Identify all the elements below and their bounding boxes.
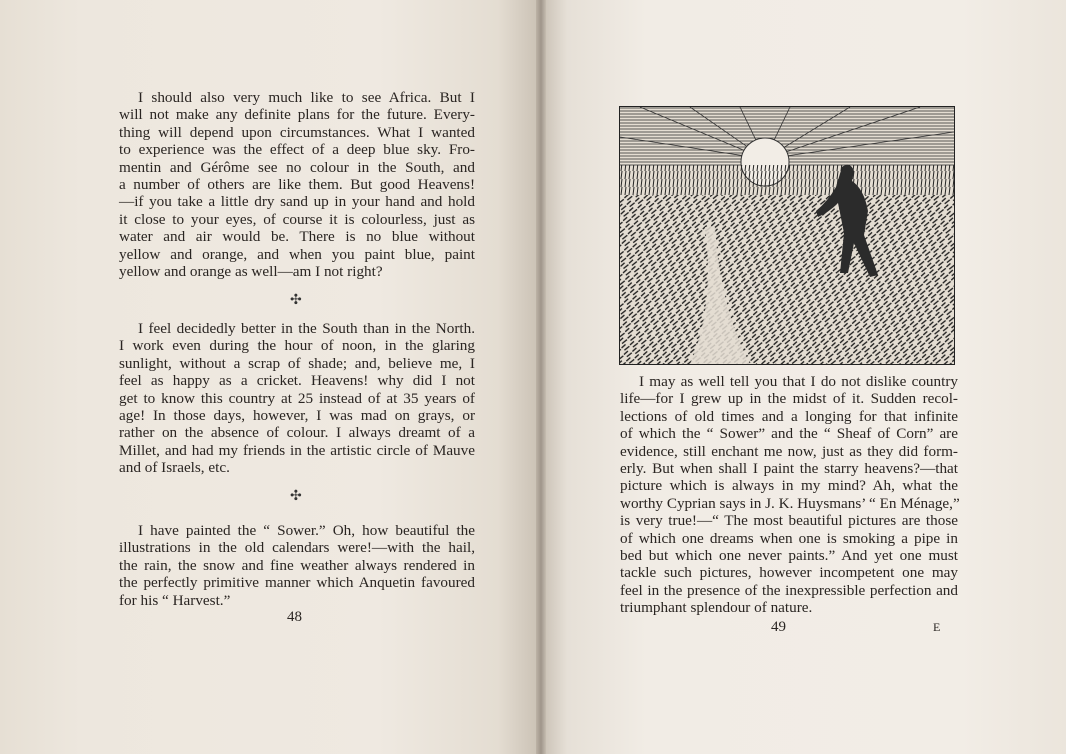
paragraph-africa <box>119 89 475 280</box>
text-line: sunlight, without a scrap of shade; and, believe me, I <box>119 354 475 372</box>
text-line: it close to your eyes, of course it is colourless, just as <box>119 210 475 228</box>
text-line: the rain, the snow and fine weather always rendered in <box>119 556 475 574</box>
text-line: Millet, and had my friends in the artistic circle of Mauve <box>119 441 475 459</box>
text-line: the perfectly primitive manner which Anquetin favoured <box>119 574 475 592</box>
text-line: tackle such pictures, however incompetent one may <box>620 564 958 582</box>
text-line: worthy Cyprian says in J. K. Huysmans’ “ En Ménage,” <box>620 494 960 512</box>
page-number-left: 48 <box>287 609 302 625</box>
text-line: I have painted the “ Sower.” Oh, how beautiful the <box>138 522 475 539</box>
text-line: erly. But when shall I paint the starry heavens?—that <box>620 459 958 477</box>
text-line: feel as happy as a cricket. Heavens! why did I not <box>119 372 475 390</box>
paragraph-south <box>119 320 475 477</box>
text-line: bed but which one never paints.” And yet one must <box>620 546 958 564</box>
text-line: evidence, still enchant me now, just as they did form- <box>620 442 958 460</box>
text-line: and of Israels, etc. <box>119 459 230 477</box>
text-line: to experience was the effect of a deep blue sky. Fro- <box>119 141 475 159</box>
text-line: of which one dreams when one is smoking a pipe in <box>620 529 958 547</box>
text-line: I work even during the hour of noon, in the glaring <box>119 337 475 355</box>
page-number-right: 49 <box>771 619 786 635</box>
book-spine <box>536 0 546 754</box>
text-line: rather on the absence of colour. I always dreamt of a <box>119 424 475 442</box>
text-line: water and air would be. There is no blue without <box>119 228 475 246</box>
text-line: a number of others are like them. But good Heavens! <box>119 175 475 193</box>
text-line: I feel decidedly better in the South than in the North. <box>138 320 475 337</box>
text-line: age! In those days, however, I was mad on grays, or <box>119 406 475 424</box>
text-line: lections of old times and a longing for that infinite <box>620 407 958 425</box>
text-line: of which the “ Sower” and the “ Sheaf of Corn” are <box>620 425 958 443</box>
sower-woodcut-illustration <box>619 106 955 365</box>
text-line: get to know this country at 25 instead of at 35 years of <box>119 389 475 407</box>
text-line: yellow and orange as well—am I not right? <box>119 262 383 280</box>
sower-woodcut-image <box>620 107 954 364</box>
paragraph-country-life <box>620 373 958 616</box>
signature-mark: E <box>933 620 941 634</box>
text-line: —if you take a little dry sand up in your hand and hold <box>119 193 475 211</box>
text-line: yellow and orange, and when you paint blue, paint <box>119 245 475 263</box>
text-line: illustrations in the old calendars were!—with the hail, <box>119 539 475 557</box>
text-line: is very true!—“ The most beautiful pictures are those <box>620 512 958 530</box>
text-line: I should also very much like to see Africa. But I <box>138 89 475 106</box>
text-line: life—for I grew up in the midst of it. Sudden recol- <box>620 390 958 408</box>
section-ornament: ✣ <box>290 489 302 504</box>
text-line: thing will depend upon circumstances. What I wanted <box>119 123 475 141</box>
text-line: picture which is always in my mind? Ah, what the <box>620 477 958 495</box>
text-line: will not make any definite plans for the future. Every- <box>119 106 475 124</box>
text-line: for his “ Harvest.” <box>119 591 231 609</box>
section-ornament: ✣ <box>290 293 302 308</box>
text-line: feel in the presence of the inexpressible perfection and <box>620 581 958 599</box>
text-line: I may as well tell you that I do not dislike country <box>639 373 958 390</box>
text-line: triumphant splendour of nature. <box>620 599 813 617</box>
paragraph-sower <box>119 522 475 609</box>
text-line: mentin and Gérôme see no colour in the South, and <box>119 158 475 176</box>
